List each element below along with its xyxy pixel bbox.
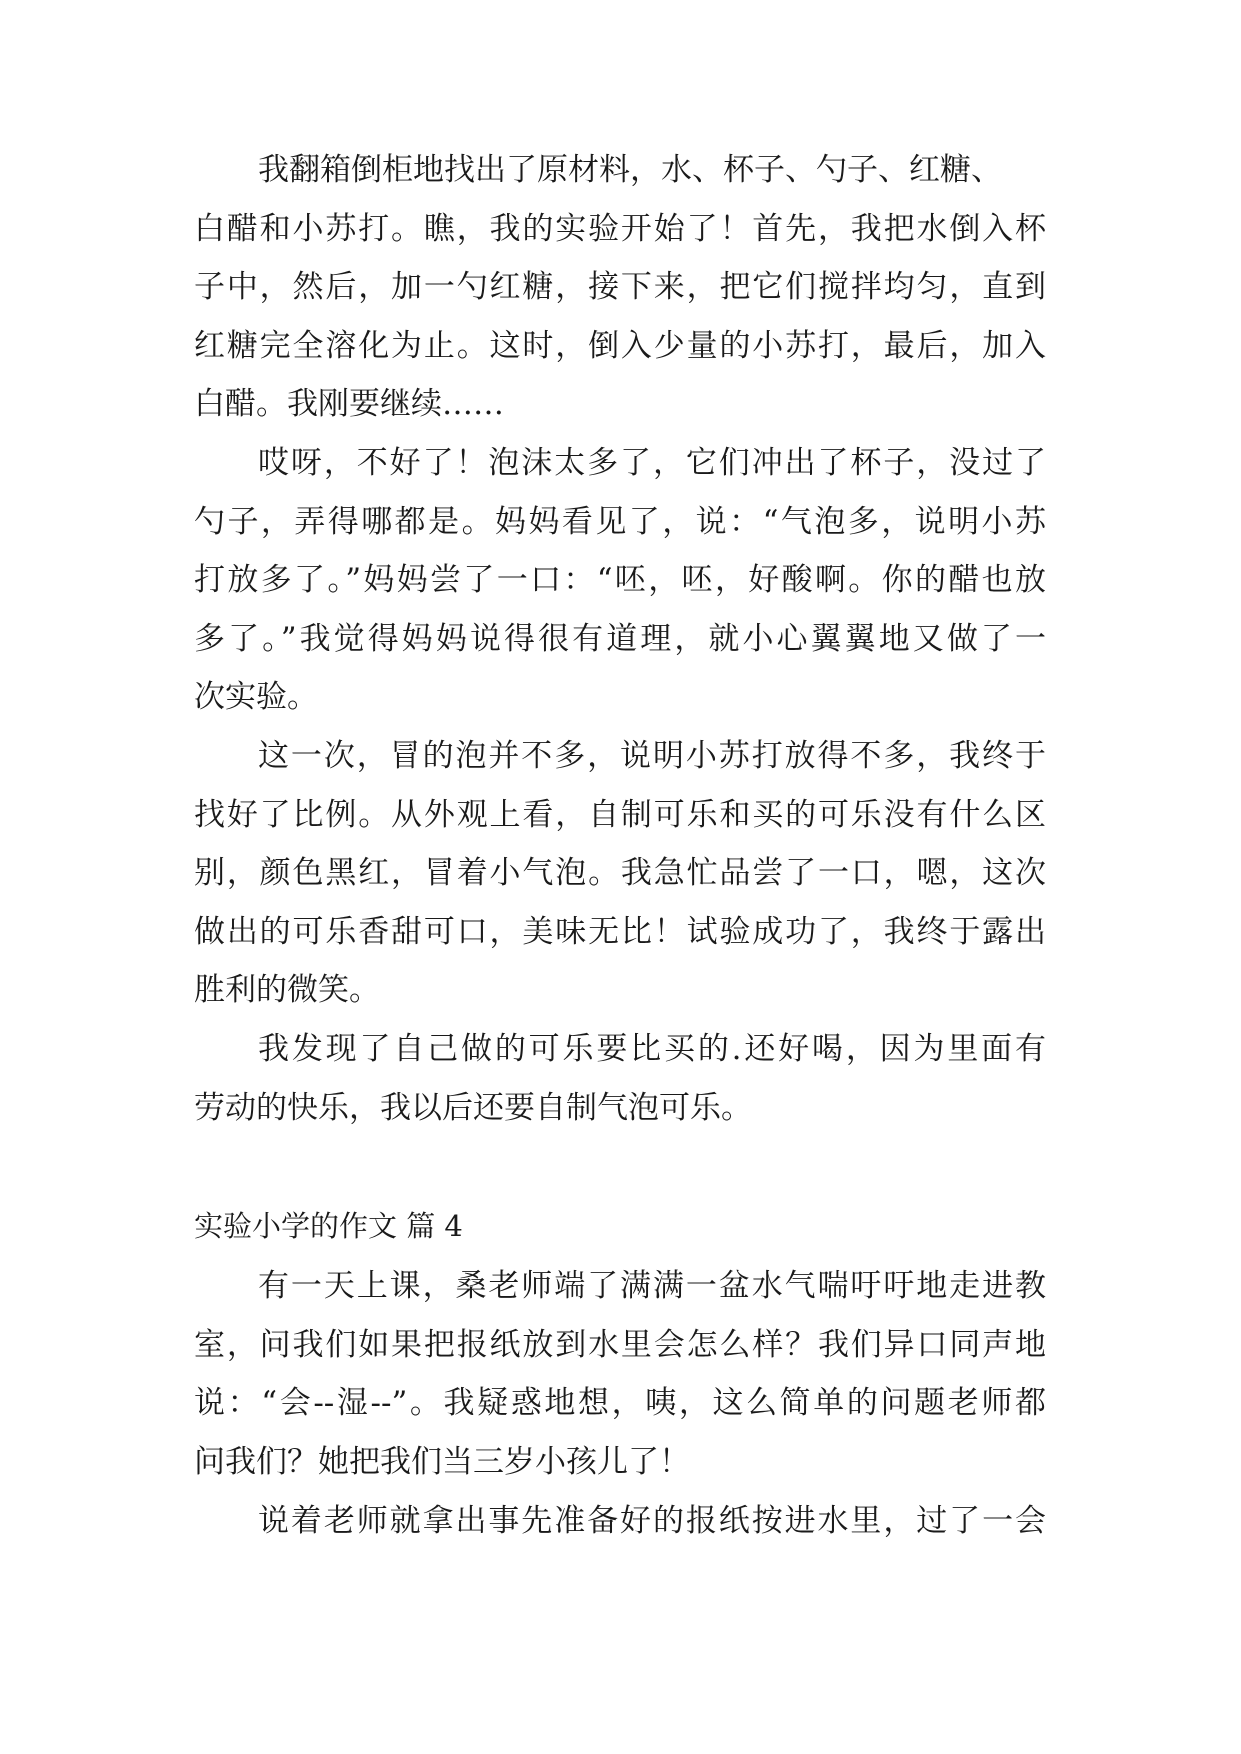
text-line: 哎呀，不好了！泡沫太多了，它们冲出了杯子，没过了 [258, 445, 1046, 481]
text-line: 子中，然后，加一勺红糖，接下来，把它们搅拌均匀，直到 [194, 269, 1046, 305]
text-line: 说着老师就拿出事先准备好的报纸按进水里，过了一会 [258, 1503, 1046, 1539]
text-line: 红糖完全溶化为止。这时，倒入少量的小苏打，最后，加入 [194, 328, 1046, 364]
text-line: 说：“会--湿--”。我疑惑地想，咦，这么简单的问题老师都 [194, 1385, 1046, 1421]
text-line: 多了。”我觉得妈妈说得很有道理，就小心翼翼地又做了一 [194, 621, 1046, 657]
text-line: 室，问我们如果把报纸放到水里会怎么样？我们异口同声地 [194, 1327, 1046, 1363]
text-line: 我发现了自己做的可乐要比买的.还好喝，因为里面有 [258, 1031, 1046, 1067]
text-line: 做出的可乐香甜可口，美味无比！试验成功了，我终于露出 [194, 914, 1046, 950]
text-line: 别，颜色黑红，冒着小气泡。我急忙品尝了一口，嗯，这次 [194, 855, 1046, 891]
text-line: 打放多了。”妈妈尝了一口：“呸，呸，好酸啊。你的醋也放 [194, 562, 1046, 598]
text-line: 这一次，冒的泡并不多，说明小苏打放得不多，我终于 [258, 738, 1046, 774]
text-line: 胜利的微笑。 [194, 972, 380, 1008]
section-heading: 实验小学的作文 篇 4 [194, 1209, 463, 1243]
text-line: 白醋。我刚要继续…… [194, 386, 504, 422]
text-line: 白醋和小苏打。瞧，我的实验开始了！首先，我把水倒入杯 [194, 211, 1046, 247]
text-line: 次实验。 [194, 679, 318, 715]
text-line: 我翻箱倒柜地找出了原材料，水、杯子、勺子、红糖、 [258, 152, 1002, 188]
text-line: 勺子，弄得哪都是。妈妈看见了，说：“气泡多，说明小苏 [194, 504, 1046, 540]
text-line: 劳动的快乐，我以后还要自制气泡可乐。 [194, 1090, 752, 1126]
text-line: 找好了比例。从外观上看，自制可乐和买的可乐没有什么区 [194, 797, 1046, 833]
text-line: 问我们？她把我们当三岁小孩儿了！ [194, 1444, 690, 1480]
text-line: 有一天上课，桑老师端了满满一盆水气喘吁吁地走进教 [258, 1268, 1046, 1304]
